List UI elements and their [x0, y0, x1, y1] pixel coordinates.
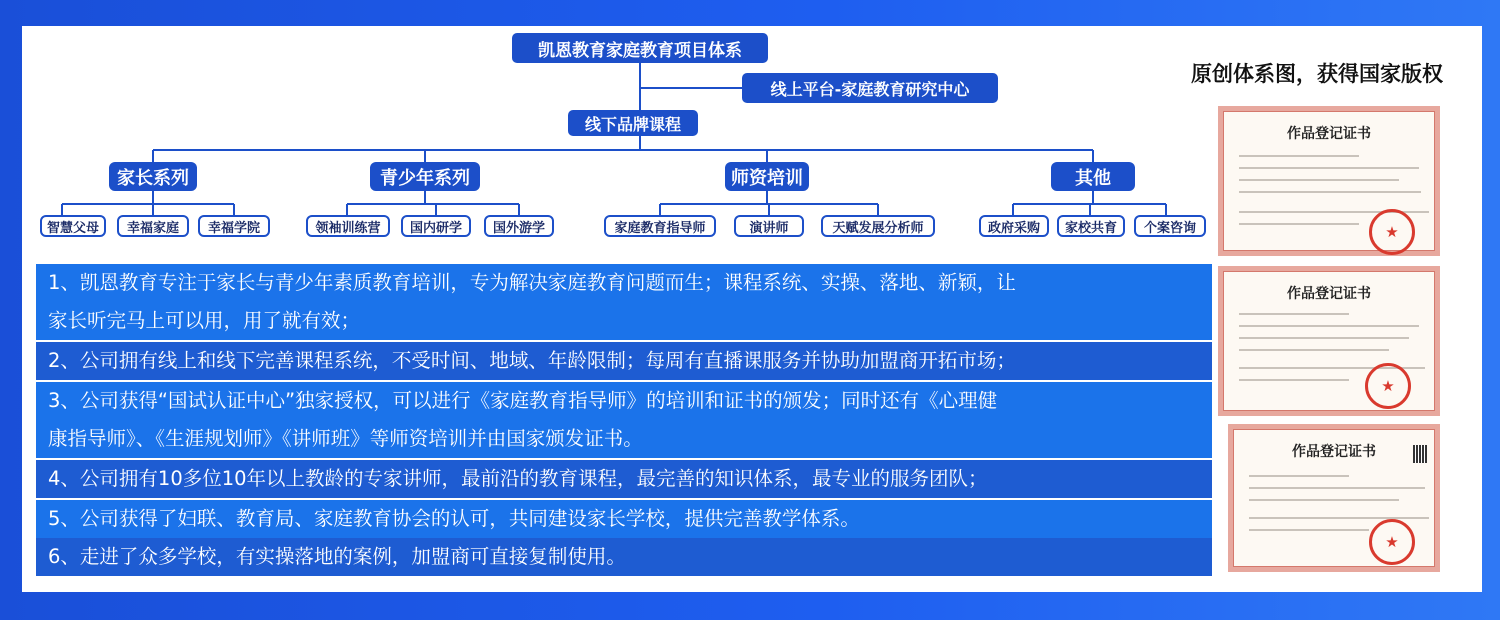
- seal-icon: ★: [1365, 363, 1411, 409]
- barcode-icon: [1413, 445, 1427, 463]
- point-line: 6、走进了众多学校，有实操落地的案例，加盟商可直接复制使用。: [36, 538, 1212, 576]
- certificate-title: 作品登记证书: [1287, 126, 1371, 142]
- root-node: 凯恩教育家庭教育项目体系: [512, 33, 768, 63]
- certificate-image: [1228, 424, 1440, 572]
- leaf-item: 演讲师: [734, 215, 804, 237]
- point-line: 康指导师》、《生涯规划师》《讲师班》等师资培训并由国家颁发证书。: [36, 420, 1212, 458]
- point-line: 3、公司获得“国试认证中心”独家授权，可以进行《家庭教育指导师》的培训和证书的颁发；同时还有《心理健: [36, 382, 1212, 420]
- leaf-item: 个案咨询: [1134, 215, 1206, 237]
- point-line: 1、凯恩教育专注于家长与青少年素质教育培训，专为解决家庭教育问题而生；课程系统、实操、落地、新颖，让: [36, 264, 1212, 302]
- seal-icon: ★: [1369, 519, 1415, 565]
- leaf-item: 家校共育: [1057, 215, 1125, 237]
- certificate-image: [1218, 106, 1440, 256]
- leaf-item: 幸福家庭: [117, 215, 189, 237]
- seal-icon: ★: [1369, 209, 1415, 255]
- leaf-item: 幸福学院: [198, 215, 270, 237]
- leaf-item: 国外游学: [484, 215, 554, 237]
- content-panel: [22, 26, 1482, 592]
- category-parent-series: 家长系列: [109, 162, 197, 191]
- category-youth-series: 青少年系列: [370, 162, 480, 191]
- certificate-title: 作品登记证书: [1292, 444, 1376, 460]
- point-line: 5、公司获得了妇联、教育局、家庭教育协会的认可，共同建设家长学校，提供完善教学体系。: [36, 500, 1212, 538]
- point-line: 4、公司拥有10多位10年以上教龄的专家讲师，最前沿的教育课程，最完善的知识体系，最专业的服务团队；: [36, 460, 1212, 498]
- leaf-item: 政府采购: [979, 215, 1049, 237]
- point-line: 家长听完马上可以用，用了就有效；: [36, 302, 1212, 340]
- leaf-item: 智慧父母: [40, 215, 106, 237]
- certificate-title: 作品登记证书: [1287, 286, 1371, 302]
- certificate-image: [1218, 266, 1440, 416]
- leaf-item: 天赋发展分析师: [821, 215, 935, 237]
- leaf-item: 家庭教育指导师: [604, 215, 716, 237]
- offline-courses-node: 线下品牌课程: [568, 110, 698, 136]
- certificates-caption: 原创体系图，获得国家版权: [1191, 62, 1443, 86]
- leaf-item: 国内研学: [401, 215, 471, 237]
- category-teacher-training: 师资培训: [725, 162, 809, 191]
- point-line: 2、公司拥有线上和线下完善课程系统，不受时间、地域、年龄限制；每周有直播课服务并协助加盟商开拓市场；: [36, 342, 1212, 380]
- online-platform-node: 线上平台-家庭教育研究中心: [742, 73, 998, 103]
- leaf-item: 领袖训练营: [306, 215, 390, 237]
- category-other: 其他: [1051, 162, 1135, 191]
